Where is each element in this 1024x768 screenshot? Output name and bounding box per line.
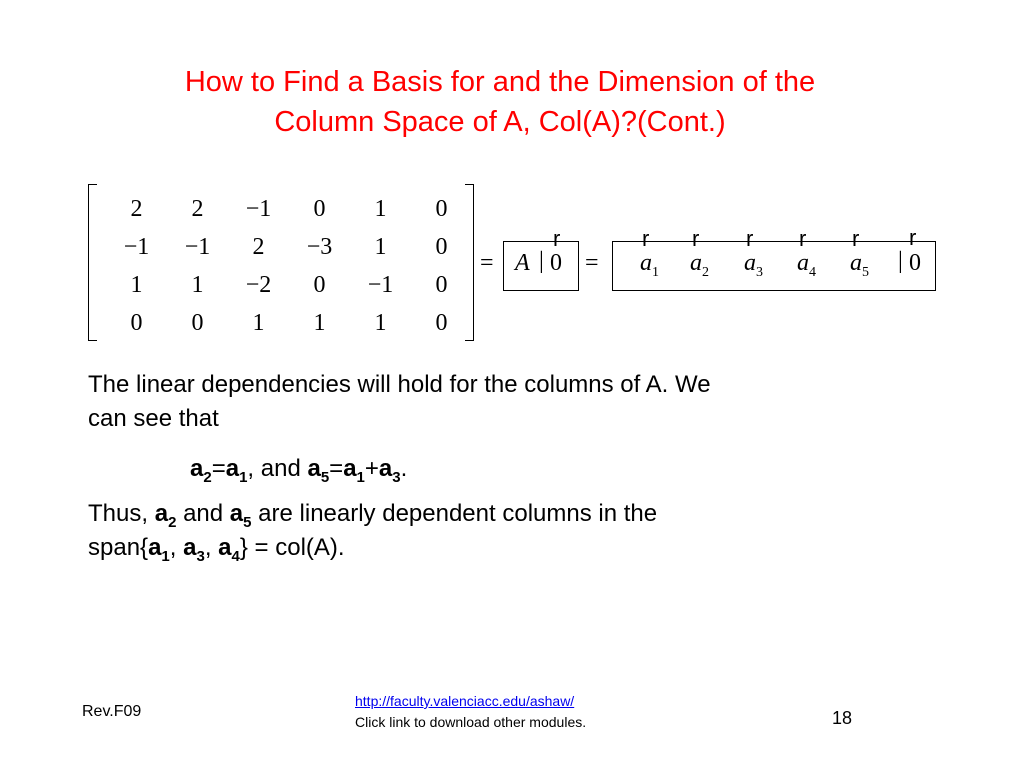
matrix-cell: −1 — [245, 196, 272, 222]
relation-and: , and — [247, 455, 308, 482]
span-comma-2: , — [204, 534, 219, 561]
vector-letter: a — [850, 250, 862, 276]
relation-a1-letter-2: a — [343, 455, 357, 482]
relation-plus: + — [364, 455, 379, 482]
matrix-cell: −1 — [123, 234, 150, 260]
vector-subscript: 3 — [756, 264, 763, 280]
column-vectors-left-bracket — [612, 242, 613, 290]
conclusion-line-2 — [88, 531, 657, 565]
column-vector-a3 — [744, 250, 763, 281]
vector-letter: a — [744, 250, 756, 276]
vectors-zero: 0 — [909, 250, 921, 276]
span-a4-letter: a — [218, 534, 232, 561]
paragraph-conclusion — [88, 497, 657, 565]
augmented-bar: | — [539, 248, 544, 274]
span-a3-subscript: 3 — [196, 547, 205, 565]
augmented-right-bracket — [578, 242, 579, 290]
coefficient-matrix — [88, 180, 474, 342]
vector-subscript: 1 — [652, 264, 659, 280]
vector-subscript: 2 — [702, 264, 709, 280]
relation-a2-letter: a — [190, 455, 204, 482]
revision-label: Rev.F09 — [82, 703, 142, 720]
vectors-bar: | — [898, 248, 903, 274]
relation-a3-subscript: 3 — [392, 468, 401, 486]
relation-equals-1: = — [211, 455, 226, 482]
conclusion-a2-subscript: 2 — [168, 513, 177, 531]
conclusion-a5-letter: a — [229, 500, 244, 527]
vector-arrow-mark: r — [642, 226, 650, 251]
relation-a5-letter: a — [307, 455, 321, 482]
relation-a3-letter: a — [378, 455, 393, 482]
dependency-relation — [190, 452, 407, 486]
matrix-cell: −2 — [245, 272, 272, 298]
augmented-A: A — [515, 250, 530, 276]
matrix-cell: 1 — [374, 196, 387, 222]
relation-a5-subscript: 5 — [320, 468, 330, 486]
paragraph-1-line-2: can see that — [88, 405, 219, 432]
matrix-cell: 0 — [313, 196, 326, 222]
column-vectors-bracket — [612, 241, 936, 291]
matrix-cell: 0 — [191, 310, 204, 336]
relation-a1-letter: a — [225, 455, 240, 482]
slide-title-line-1: How to Find a Basis for and the Dimension of the — [184, 66, 816, 98]
conclusion-span-close: } = col(A). — [239, 534, 345, 561]
zero-vector-arrow-mark: r — [909, 225, 917, 250]
span-a3-letter: a — [183, 534, 197, 561]
span-a4-subscript: 4 — [231, 547, 240, 565]
column-vectors-right-bracket — [935, 242, 936, 290]
matrix-cell: 1 — [374, 310, 387, 336]
relation-equals-2: = — [329, 455, 344, 482]
vector-arrow-mark: r — [852, 226, 860, 251]
column-vector-a1 — [640, 250, 659, 281]
conclusion-line-1 — [88, 497, 657, 531]
matrix-cells — [106, 190, 472, 342]
matrix-cell: 0 — [313, 272, 326, 298]
matrix-cell: 0 — [435, 234, 448, 260]
span-a1-subscript: 1 — [161, 547, 170, 565]
matrix-cell: 0 — [435, 196, 448, 222]
matrix-cell: 1 — [313, 310, 326, 336]
vector-subscript: 5 — [862, 264, 869, 280]
conclusion-a2-letter: a — [154, 500, 169, 527]
matrix-cell: 1 — [374, 234, 387, 260]
conclusion-span-open: span{ — [88, 534, 149, 561]
matrix-cell: 2 — [252, 234, 265, 260]
column-vector-a2 — [690, 250, 709, 281]
matrix-right-bracket — [465, 184, 474, 341]
matrix-cell: 1 — [191, 272, 204, 298]
matrix-cell: −1 — [367, 272, 394, 298]
vector-arrow-mark: r — [692, 226, 700, 251]
conclusion-thus: Thus, — [88, 500, 155, 527]
augmented-zero: 0 — [550, 250, 562, 276]
matrix-cell: −1 — [184, 234, 211, 260]
vector-letter: a — [640, 250, 652, 276]
page-number: 18 — [832, 708, 853, 728]
column-vector-a4 — [797, 250, 816, 281]
vector-arrow-mark: r — [799, 226, 807, 251]
matrix-cell: 2 — [191, 196, 204, 222]
slide-title — [100, 62, 900, 142]
conclusion-a5-subscript: 5 — [243, 513, 252, 531]
conclusion-rest: are linearly dependent columns in the — [251, 500, 658, 527]
matrix-cell: 1 — [252, 310, 265, 336]
matrix-cell: 2 — [130, 196, 143, 222]
relation-a1-subscript: 1 — [239, 468, 248, 486]
conclusion-and: and — [176, 500, 230, 527]
slide-title-line-2: Column Space of A, Col(A)?(Cont.) — [274, 106, 726, 138]
matrix-cell: 0 — [435, 310, 448, 336]
matrix-cell: 0 — [435, 272, 448, 298]
relation-a2-subscript: 2 — [203, 468, 212, 486]
augmented-left-bracket — [503, 242, 504, 290]
equals-sign-1: = — [480, 250, 494, 276]
vector-subscript: 4 — [809, 264, 816, 280]
span-a1-letter: a — [148, 534, 162, 561]
vector-arrow-mark: r — [746, 226, 754, 251]
augmented-arrow-mark: r — [553, 226, 561, 251]
column-vector-a5 — [850, 250, 869, 281]
matrix-cell: 0 — [130, 310, 143, 336]
equals-sign-2: = — [585, 250, 599, 276]
matrix-left-bracket — [88, 184, 97, 341]
download-note: Click link to download other modules. — [355, 714, 587, 730]
paragraph-1-line-1: The linear dependencies will hold for the columns of A. We — [88, 371, 711, 398]
relation-period: . — [400, 455, 408, 482]
vector-letter: a — [797, 250, 809, 276]
vector-letter: a — [690, 250, 702, 276]
relation-a1-subscript-2: 1 — [356, 468, 365, 486]
modules-link[interactable]: http://faculty.valenciacc.edu/ashaw/ — [355, 693, 575, 709]
matrix-cell: −3 — [306, 234, 333, 260]
span-comma-1: , — [169, 534, 184, 561]
matrix-cell: 1 — [130, 272, 143, 298]
paragraph-linear-dependencies — [88, 368, 711, 436]
